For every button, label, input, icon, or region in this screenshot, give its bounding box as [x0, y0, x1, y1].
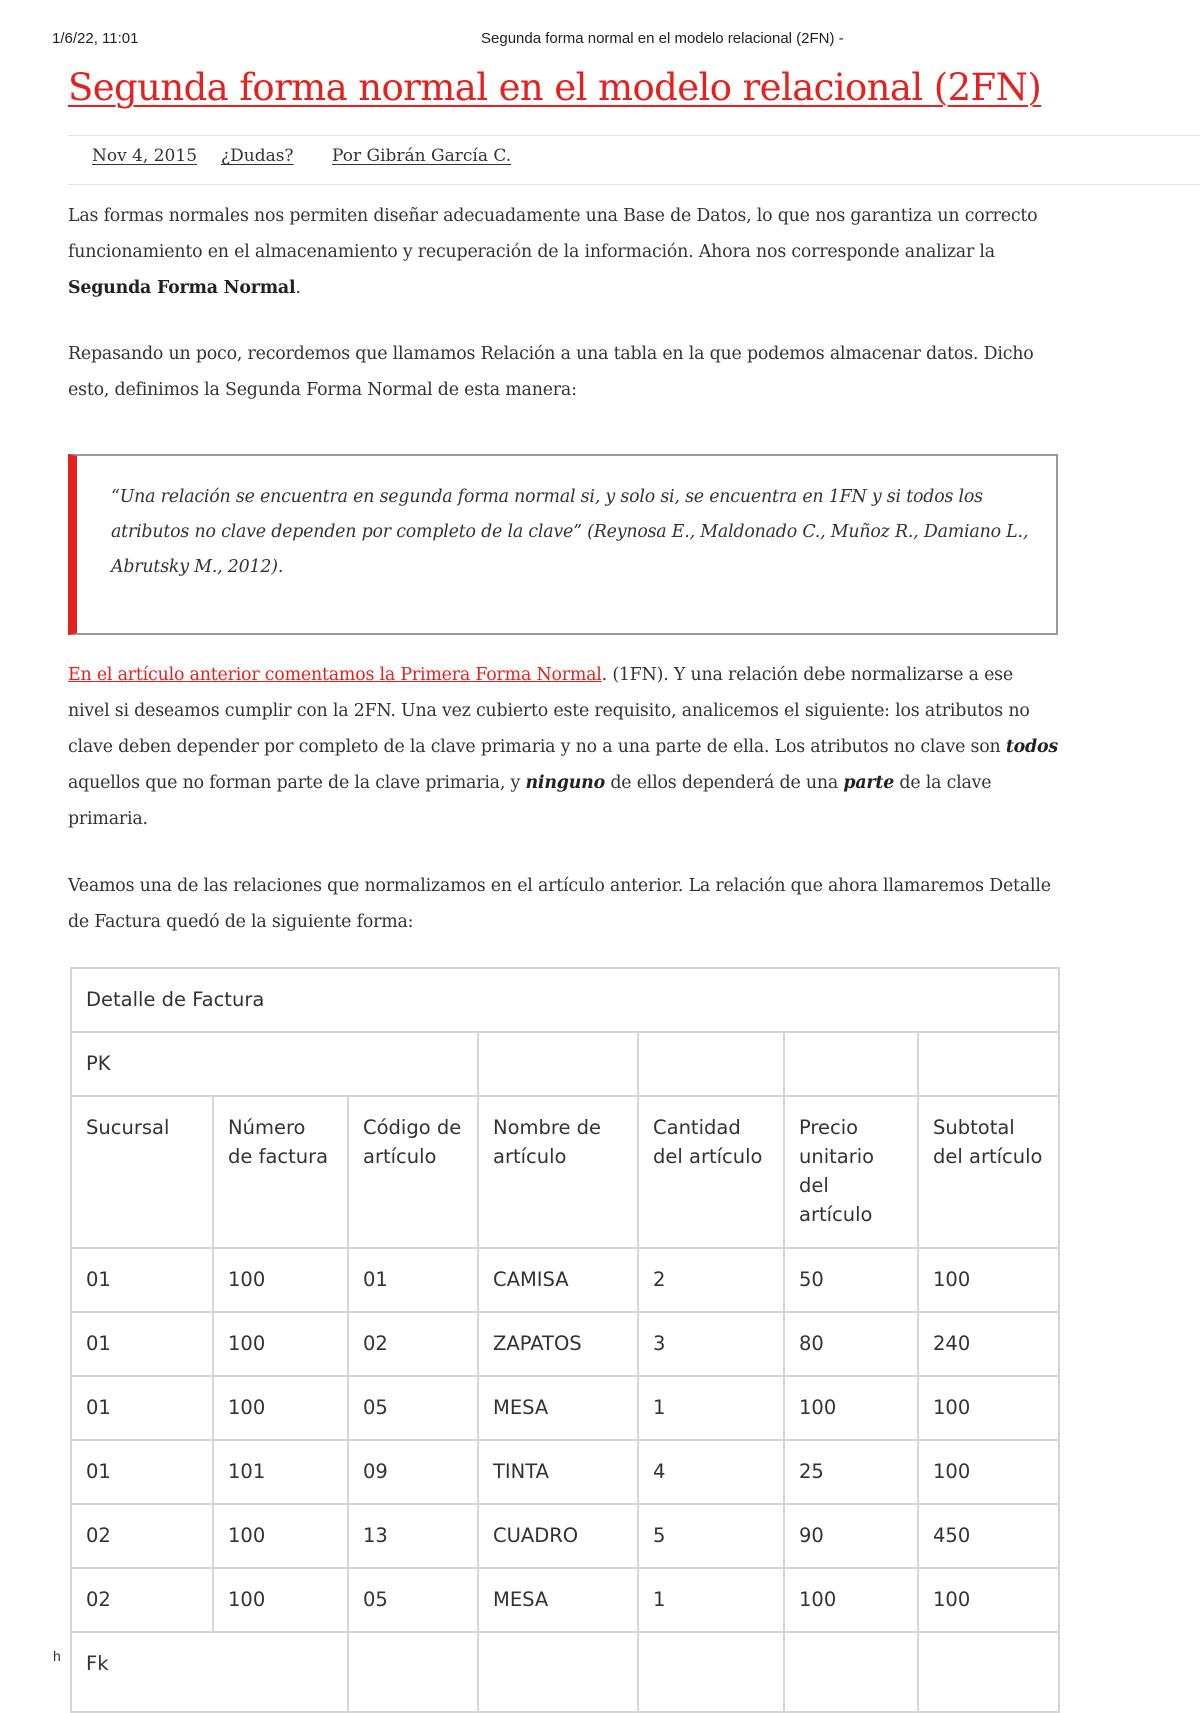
table-cell: 100 — [213, 1312, 348, 1376]
header-cell: Nombre de artículo — [478, 1096, 638, 1248]
table-header-row — [71, 1096, 1059, 1248]
table-cell: 5 — [638, 1504, 784, 1568]
table-cell: 1 — [638, 1568, 784, 1632]
print-title: Segunda forma normal en el modelo relacional (2FN) - — [481, 30, 844, 47]
table-cell: 100 — [213, 1504, 348, 1568]
comments-link[interactable]: ¿Dudas? — [221, 146, 294, 166]
table-cell: 100 — [784, 1376, 918, 1440]
table-cell: MESA — [478, 1376, 638, 1440]
quote-text: “Una relación se encuentra en segunda forma normal si, y solo si, se encuentra en 1FN y si todos los atributos no clave dependen por completo de la clave” (Reynosa E., Maldonado C., Muñoz R., Damiano L., Abrutsky M., 2012). — [111, 487, 1029, 577]
table-cell: 101 — [213, 1440, 348, 1504]
pk-empty-cell — [478, 1032, 638, 1096]
table-cell: 05 — [348, 1376, 478, 1440]
table-cell: 90 — [784, 1504, 918, 1568]
explanation-paragraph — [68, 657, 1058, 837]
fk-empty-cell — [784, 1632, 918, 1712]
detalle-factura-table — [70, 967, 1060, 1713]
fk-empty-cell — [478, 1632, 638, 1712]
table-cell: 3 — [638, 1312, 784, 1376]
explanation-text-2: aquellos que no forman parte de la clave primaria, y — [68, 773, 526, 793]
author-link[interactable]: Por Gibrán García C. — [332, 146, 512, 166]
table-row — [71, 1248, 1059, 1312]
header-cell: Sucursal — [71, 1096, 213, 1248]
pk-empty-cell — [638, 1032, 784, 1096]
table-cell: 02 — [71, 1568, 213, 1632]
table-cell: MESA — [478, 1568, 638, 1632]
article-title[interactable]: Segunda forma normal en el modelo relacional (2FN) — [68, 66, 1042, 109]
example-paragraph: Veamos una de las relaciones que normalizamos en el artículo anterior. La relación que ahora llamaremos Detalle de Factura quedó de la siguiente forma: — [68, 876, 1051, 932]
header-cell: Precio unitario del artículo — [784, 1096, 918, 1248]
table-cell: CAMISA — [478, 1248, 638, 1312]
table-cell: 100 — [918, 1248, 1059, 1312]
header-cell: Cantidad del artículo — [638, 1096, 784, 1248]
intro-bold: Segunda Forma Normal — [68, 278, 296, 298]
explanation-text-3: de ellos dependerá de una — [605, 773, 844, 793]
table-cell: 100 — [918, 1376, 1059, 1440]
header-cell: Número de factura — [213, 1096, 348, 1248]
table-row — [71, 1504, 1059, 1568]
table-cell: 100 — [213, 1248, 348, 1312]
table-cell: 100 — [918, 1440, 1059, 1504]
emphasis-parte: parte — [843, 773, 895, 793]
fk-empty-cell — [348, 1632, 478, 1712]
table-cell: 100 — [213, 1568, 348, 1632]
table-cell: 02 — [348, 1312, 478, 1376]
meta-divider — [68, 184, 1200, 185]
fk-label-cell: Fk — [71, 1632, 348, 1712]
table-row — [71, 1376, 1059, 1440]
table-cell: 240 — [918, 1312, 1059, 1376]
table-row — [71, 1312, 1059, 1376]
table-cell: 4 — [638, 1440, 784, 1504]
table-cell: 450 — [918, 1504, 1059, 1568]
table-cell: 50 — [784, 1248, 918, 1312]
intro-end: . — [295, 278, 301, 298]
print-header — [0, 30, 1200, 50]
print-date: 1/6/22, 11:01 — [52, 30, 139, 47]
fk-empty-cell — [918, 1632, 1059, 1712]
table-cell: 09 — [348, 1440, 478, 1504]
table-cell: 100 — [213, 1376, 348, 1440]
table-cell: 05 — [348, 1568, 478, 1632]
table-cell: 2 — [638, 1248, 784, 1312]
intro-paragraph — [68, 198, 1058, 306]
table-row — [71, 1440, 1059, 1504]
table-cell: 1 — [638, 1376, 784, 1440]
header-cell: Código de artículo — [348, 1096, 478, 1248]
table-cell: 02 — [71, 1504, 213, 1568]
table-cell: 13 — [348, 1504, 478, 1568]
definition-paragraph: Repasando un poco, recordemos que llamamos Relación a una tabla en la que podemos almacenar datos. Dicho esto, definimos la Segunda Forma Normal de esta manera: — [68, 344, 1034, 400]
table-cell: 01 — [71, 1376, 213, 1440]
title-divider — [68, 135, 1200, 136]
pk-empty-cell — [784, 1032, 918, 1096]
margin-mark: h — [53, 1648, 61, 1664]
table-cell: ZAPATOS — [478, 1312, 638, 1376]
pk-label-cell: PK — [71, 1032, 478, 1096]
post-date-link[interactable]: Nov 4, 2015 — [92, 146, 198, 166]
table-cell: 80 — [784, 1312, 918, 1376]
emphasis-todos: todos — [1005, 737, 1059, 757]
table-cell: 01 — [348, 1248, 478, 1312]
definition-blockquote — [68, 454, 1058, 635]
pk-empty-cell — [918, 1032, 1059, 1096]
fk-empty-cell — [638, 1632, 784, 1712]
explanation-text-4: de la clave primaria. — [68, 773, 992, 829]
table-cell: 25 — [784, 1440, 918, 1504]
table-cell: 01 — [71, 1312, 213, 1376]
explanation-text-1: . (1FN). Y una relación debe normalizarse a ese nivel si deseamos cumplir con la 2FN. Una vez cubierto este requisito, analicemos el siguiente: los atributos no clave deben depender por completo de la clave primaria y no a una parte de ella. Los atributos no clave son — [68, 665, 1030, 757]
intro-text: Las formas normales nos permiten diseñar adecuadamente una Base de Datos, lo que nos garantiza un correcto funcionamiento en el almacenamiento y recuperación de la información. Ahora nos corresponde analizar la — [68, 206, 1038, 262]
table-title-cell: Detalle de Factura — [71, 968, 1059, 1032]
header-cell: Subtotal del artículo — [918, 1096, 1059, 1248]
table-row — [71, 1568, 1059, 1632]
table-cell: CUADRO — [478, 1504, 638, 1568]
table-cell: 01 — [71, 1440, 213, 1504]
table-cell: 100 — [784, 1568, 918, 1632]
previous-article-link[interactable]: En el artículo anterior comentamos la Primera Forma Normal — [68, 665, 602, 685]
emphasis-ninguno: ninguno — [525, 773, 606, 793]
table-cell: 100 — [918, 1568, 1059, 1632]
table-cell: TINTA — [478, 1440, 638, 1504]
table-cell: 01 — [71, 1248, 213, 1312]
